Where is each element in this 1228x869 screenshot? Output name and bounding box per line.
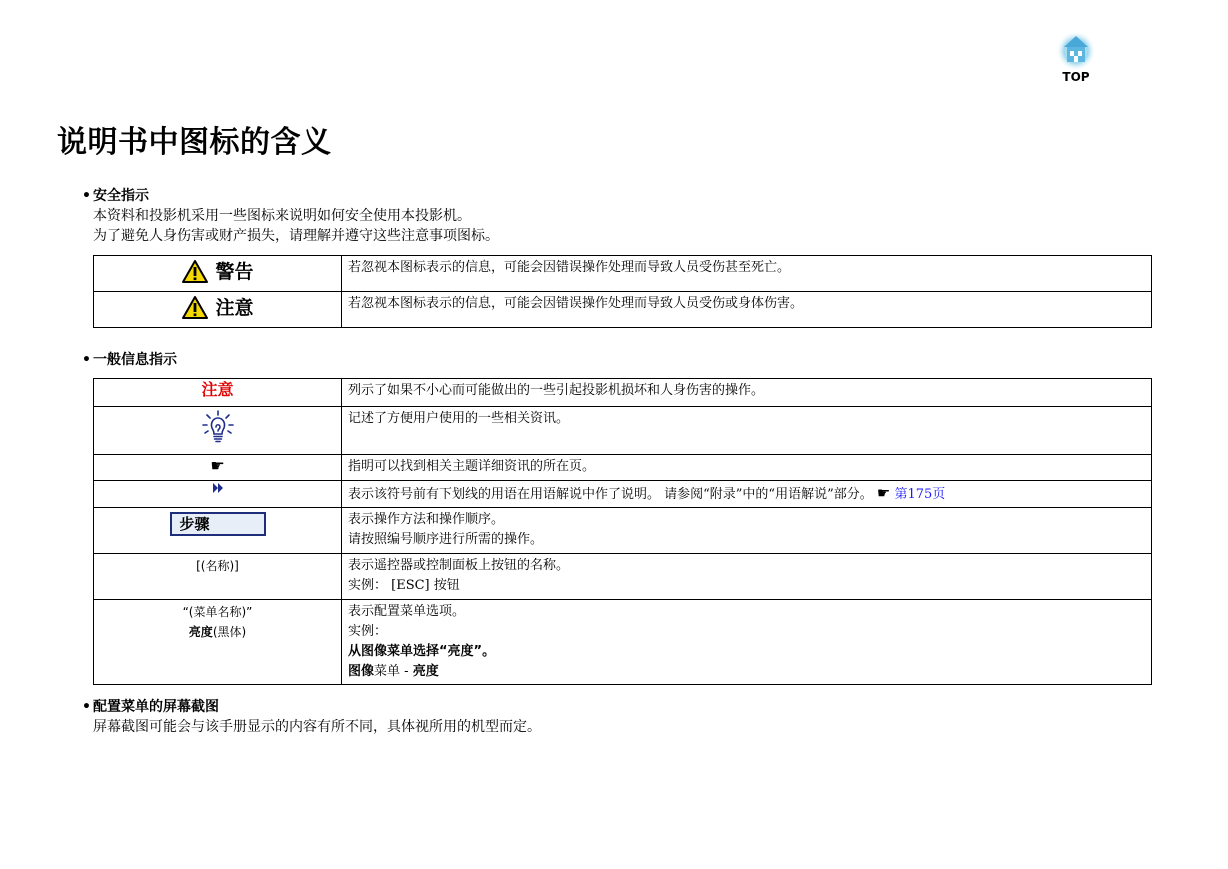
attention-label: 注意: [201, 380, 234, 399]
warning-triangle-icon: [181, 295, 209, 320]
attention-description: 列示了如果不小心而可能做出的一些引起投影机损坏和人身伤害的操作。: [342, 379, 1152, 407]
menu-description-2: 实例：: [348, 624, 388, 639]
table-row: [94, 600, 1152, 685]
menu-path-brightness: 亮度: [412, 664, 439, 679]
top-button[interactable]: [1050, 30, 1102, 86]
tip-description: 记述了方便用户使用的一些相关资讯。: [342, 407, 1152, 455]
pointing-hand-icon: ☛: [876, 484, 891, 502]
page-175-link[interactable]: 第175页: [894, 487, 946, 502]
lightbulb-tip-icon: [200, 409, 236, 445]
caution-label: 注意: [215, 296, 254, 319]
house-icon: [1055, 30, 1097, 72]
table-row: [94, 554, 1152, 600]
button-name-description-2: 实例： [ESC] 按钮: [348, 578, 460, 593]
table-row: [94, 292, 1152, 328]
table-row: [94, 508, 1152, 554]
safety-table: [93, 255, 1152, 328]
procedure-description-1: 表示操作方法和操作顺序。: [348, 512, 505, 527]
warning-label: 警告: [215, 260, 254, 283]
warning-triangle-icon: [181, 259, 209, 284]
menu-description-3: 从图像菜单选择“亮度”。: [348, 644, 496, 659]
glossary-description: 表示该符号前有下划线的用语在用语解说中作了说明。 请参阅“附录”中的“用语解说”部分。: [348, 487, 873, 502]
procedure-label: 步骤: [170, 512, 266, 536]
menu-name-label: “(菜单名称)”: [182, 605, 253, 619]
general-table: [93, 378, 1152, 685]
table-row: [94, 455, 1152, 481]
reference-description: 指明可以找到相关主题详细资讯的所在页。: [342, 455, 1152, 481]
button-name-label: [(名称)]: [196, 559, 239, 573]
menu-path-image: 图像: [348, 664, 375, 679]
safety-line-2: 为了避免人身伤害或财产损失，请理解并遵守这些注意事项图标。: [93, 228, 499, 244]
screenshots-heading: 配置菜单的屏幕截图: [93, 699, 219, 715]
menu-path-separator: 菜单 -: [374, 664, 413, 679]
table-row: [94, 407, 1152, 455]
double-arrow-icon: [212, 482, 224, 494]
procedure-description-2: 请按照编号顺序进行所需的操作。: [348, 532, 544, 547]
caution-description: 若忽视本图标表示的信息，可能会因错误操作处理而导致人员受伤或身体伤害。: [342, 292, 1152, 328]
general-heading: 一般信息指示: [93, 352, 177, 368]
safety-section: • 安全指示 本资料和投影机采用一些图标来说明如何安全使用本投影机。 为了避免人身伤害或财产损失，请理解并遵守这些注意事项图标。: [82, 188, 499, 244]
pointing-hand-icon: ☛: [210, 456, 225, 475]
table-row: [94, 379, 1152, 407]
top-label: TOP: [1062, 70, 1090, 84]
safety-line-1: 本资料和投影机采用一些图标来说明如何安全使用本投影机。: [93, 208, 471, 224]
warning-description: 若忽视本图标表示的信息，可能会因错误操作处理而导致人员受伤甚至死亡。: [342, 256, 1152, 292]
screenshots-line-1: 屏幕截图可能会与该手册显示的内容有所不同，具体视所用的机型而定。: [93, 719, 541, 735]
table-row: [94, 256, 1152, 292]
menu-bold-example: 亮度: [188, 625, 213, 639]
table-row: [94, 481, 1152, 508]
menu-bold-note: (黑体): [212, 625, 247, 639]
button-name-description-1: 表示遥控器或控制面板上按钮的名称。: [348, 558, 570, 573]
general-section: • 一般信息指示: [82, 352, 177, 368]
safety-heading: 安全指示: [93, 188, 149, 204]
menu-description-1: 表示配置菜单选项。: [348, 604, 466, 619]
screenshots-section: • 配置菜单的屏幕截图 屏幕截图可能会与该手册显示的内容有所不同，具体视所用的机型而定。: [82, 699, 541, 735]
page-title: 说明书中图标的含义: [57, 125, 332, 160]
